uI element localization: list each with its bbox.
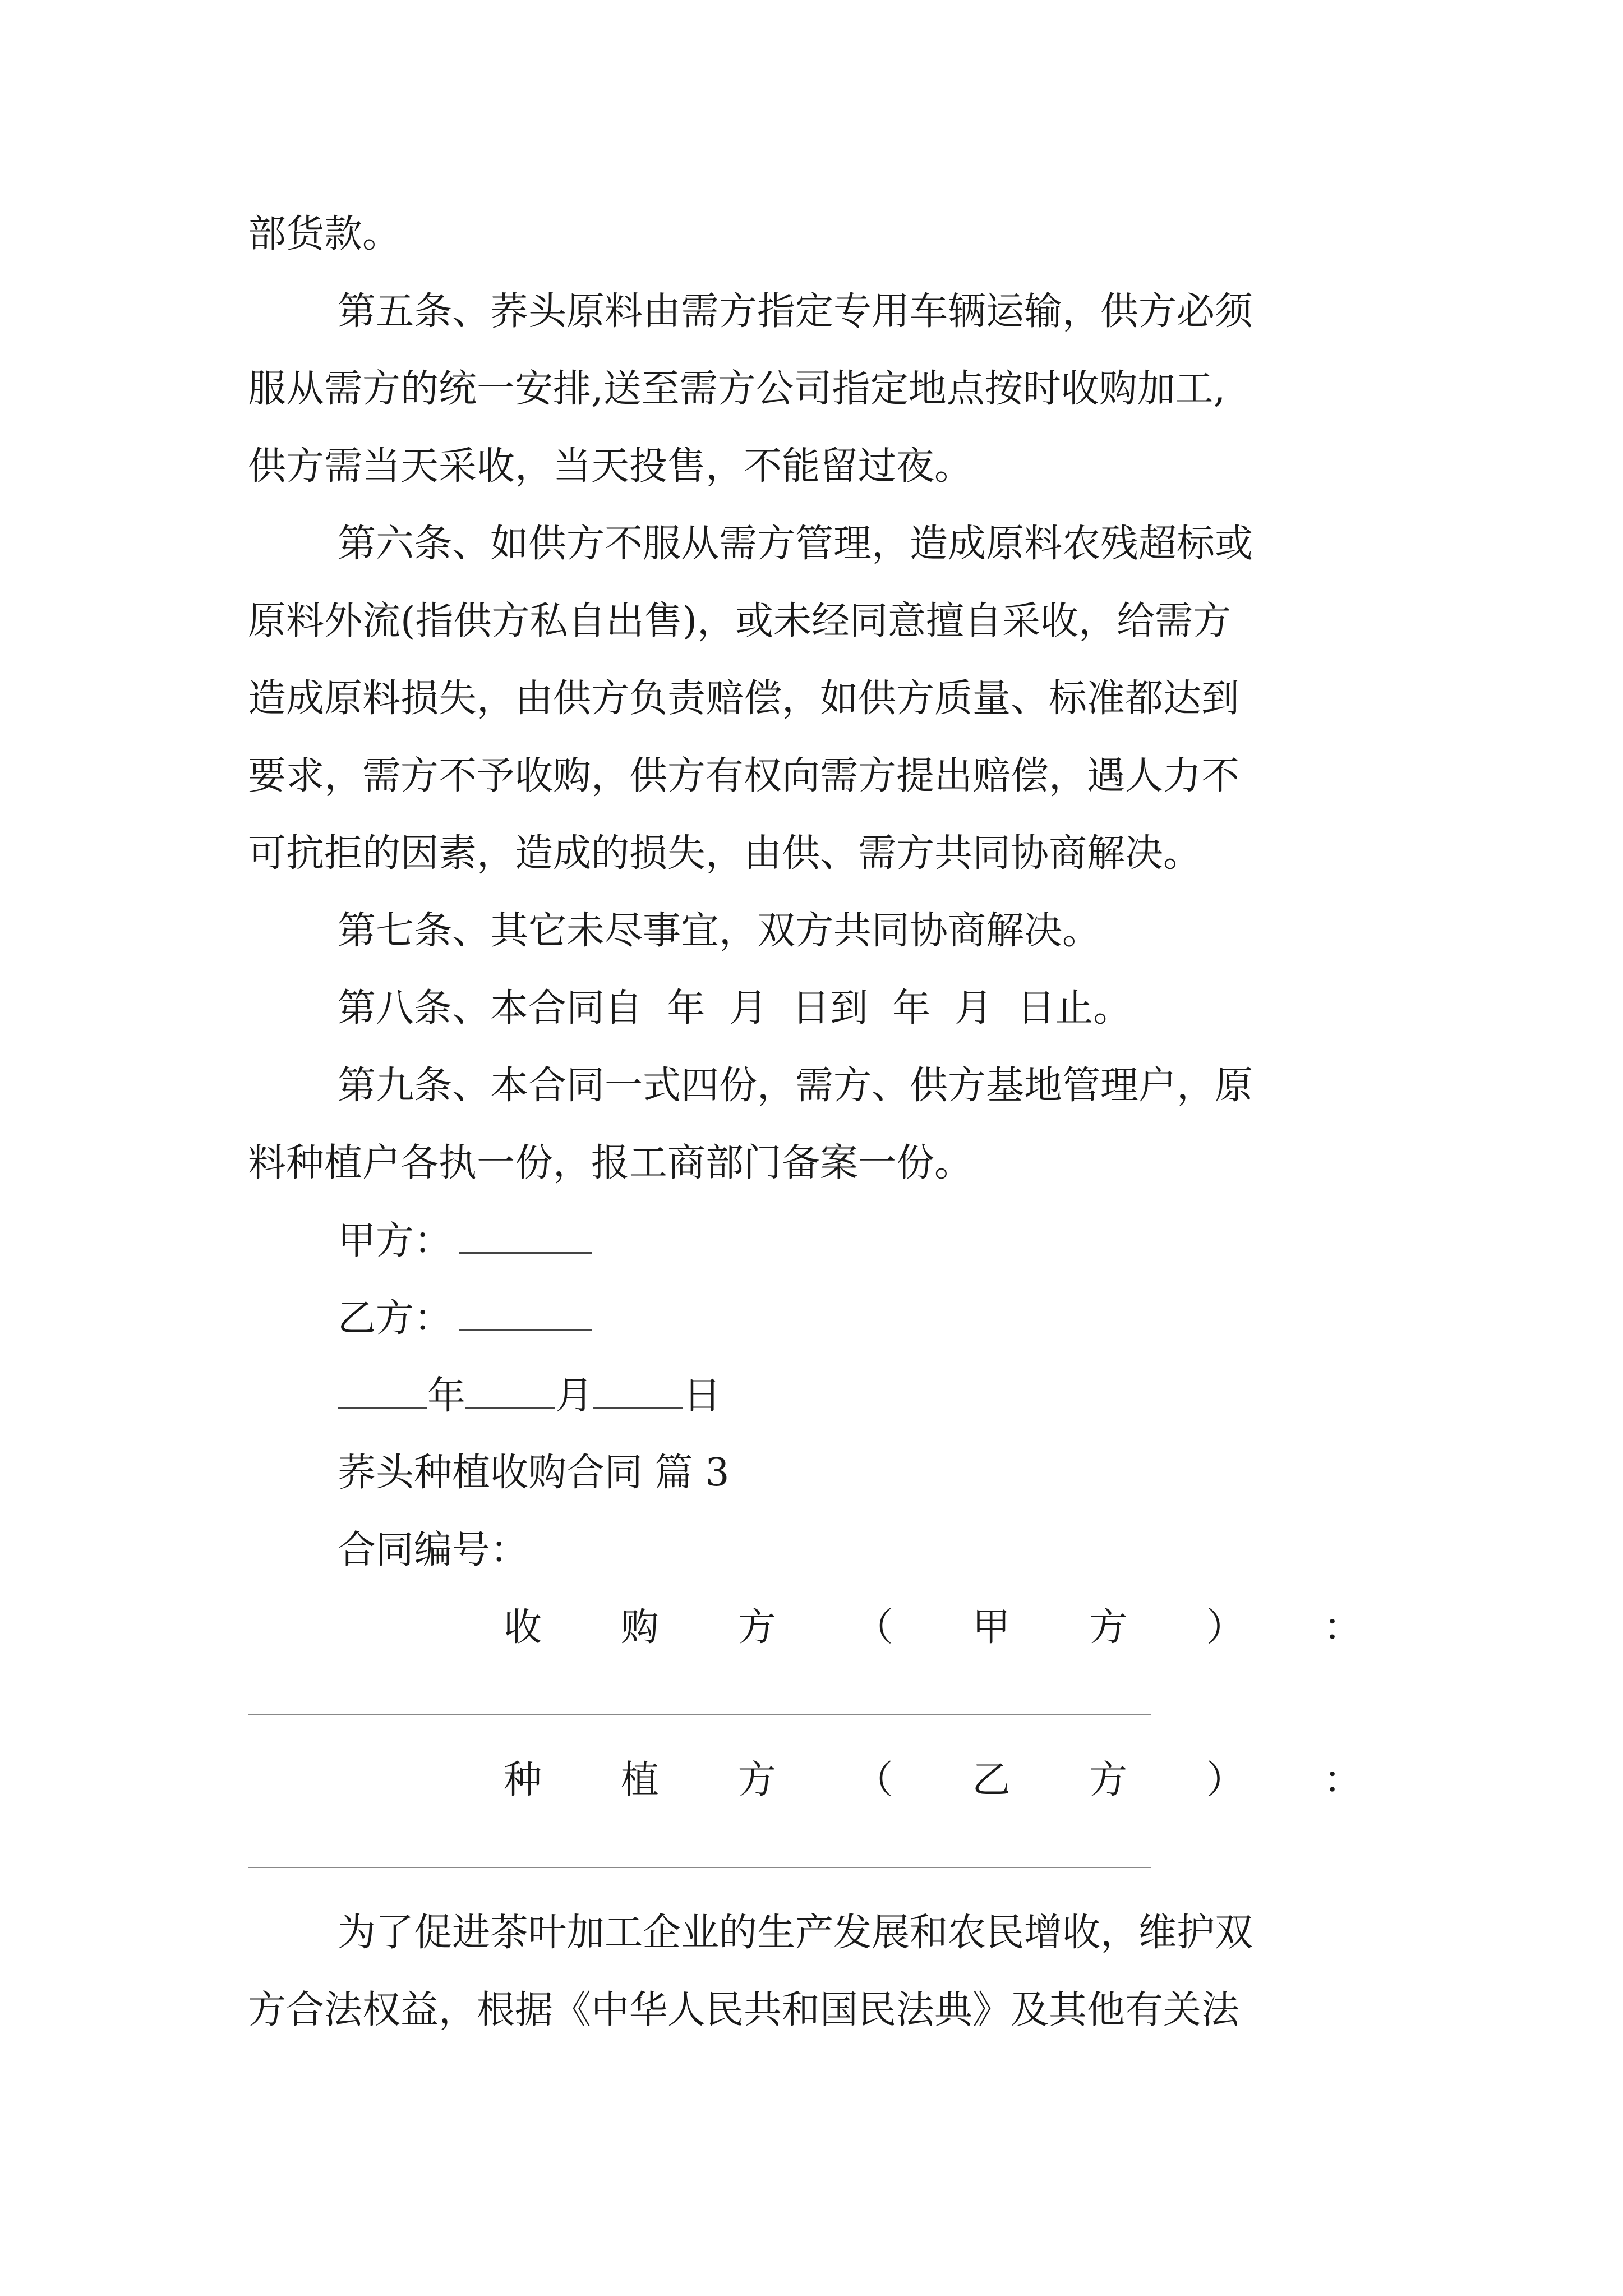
party-b-line — [338, 1292, 592, 1345]
planter-char: ： — [1323, 1758, 1362, 1802]
day-label: 日 — [683, 1374, 722, 1418]
year-label: 年 — [427, 1374, 466, 1418]
buyer-char: 收 — [504, 1605, 542, 1650]
party-a-label: 甲方： — [338, 1219, 453, 1263]
planter-char: 种 — [504, 1758, 542, 1802]
buyer-char: 购 — [620, 1605, 659, 1650]
planter-char: 乙 — [972, 1758, 1011, 1802]
date-line — [338, 1370, 721, 1422]
planter-underline — [248, 1867, 1151, 1868]
line-3: 服从需方的统一安排,送至需方公司指定地点按时收购加工, — [248, 367, 1226, 411]
buyer-char: 方 — [737, 1605, 776, 1650]
line-9: 可抗拒的因素，造成的损失，由供、需方共同协商解决。 — [248, 831, 1202, 876]
planter-char: 方 — [737, 1758, 776, 1802]
party-a-blank — [459, 1215, 592, 1254]
buyer-char: 甲 — [972, 1605, 1011, 1650]
line-5: 第六条、如供方不服从需方管理，造成原料农残超标或 — [338, 522, 1253, 566]
party-b-label: 乙方： — [338, 1296, 453, 1341]
line-10: 第七条、其它未尽事宜，双方共同协商解决。 — [338, 909, 1101, 953]
line-23: 方合法权益，根据《中华人民共和国民法典》及其他有关法 — [248, 1988, 1240, 2032]
line-6: 原料外流(指供方私自出售)，或未经同意擅自采收，给需方 — [248, 599, 1232, 643]
year-blank — [338, 1370, 427, 1409]
party-a-line — [338, 1215, 592, 1267]
line-8: 要求，需方不予收购，供方有权向需方提出赔偿，遇人力不 — [248, 754, 1240, 798]
day-blank — [593, 1370, 683, 1409]
planter-char: 方 — [1089, 1758, 1128, 1802]
party-b-blank — [459, 1292, 592, 1331]
section-title: 荞头种植收购合同 篇 3 — [338, 1451, 730, 1495]
buyer-party-line — [504, 1602, 1362, 1654]
line-12: 第九条、本合同一式四份，需方、供方基地管理户，原 — [338, 1064, 1253, 1108]
buyer-underline — [248, 1714, 1151, 1715]
contract-number-label: 合同编号： — [338, 1528, 529, 1572]
buyer-char: ： — [1323, 1605, 1362, 1650]
buyer-char: （ — [855, 1605, 893, 1650]
planter-party-line — [504, 1755, 1362, 1806]
line-1: 部货款。 — [248, 212, 401, 256]
line-11: 第八条、本合同自 年 月 日到 年 月 日止。 — [338, 986, 1132, 1030]
line-2: 第五条、荞头原料由需方指定专用车辆运输，供方必须 — [338, 289, 1253, 334]
month-blank — [465, 1370, 555, 1409]
line-22: 为了促进茶叶加工企业的生产发展和农民增收，维护双 — [338, 1911, 1253, 1955]
month-label: 月 — [555, 1374, 594, 1418]
line-7: 造成原料损失，由供方负责赔偿，如供方质量、标准都达到 — [248, 677, 1240, 721]
buyer-char: 方 — [1089, 1605, 1128, 1650]
planter-char: ） — [1206, 1758, 1245, 1802]
planter-char: （ — [855, 1758, 893, 1802]
line-13: 料种植户各执一份，报工商部门备案一份。 — [248, 1141, 973, 1185]
planter-char: 植 — [620, 1758, 659, 1802]
buyer-char: ） — [1206, 1605, 1245, 1650]
line-4: 供方需当天采收，当天投售，不能留过夜。 — [248, 444, 973, 489]
